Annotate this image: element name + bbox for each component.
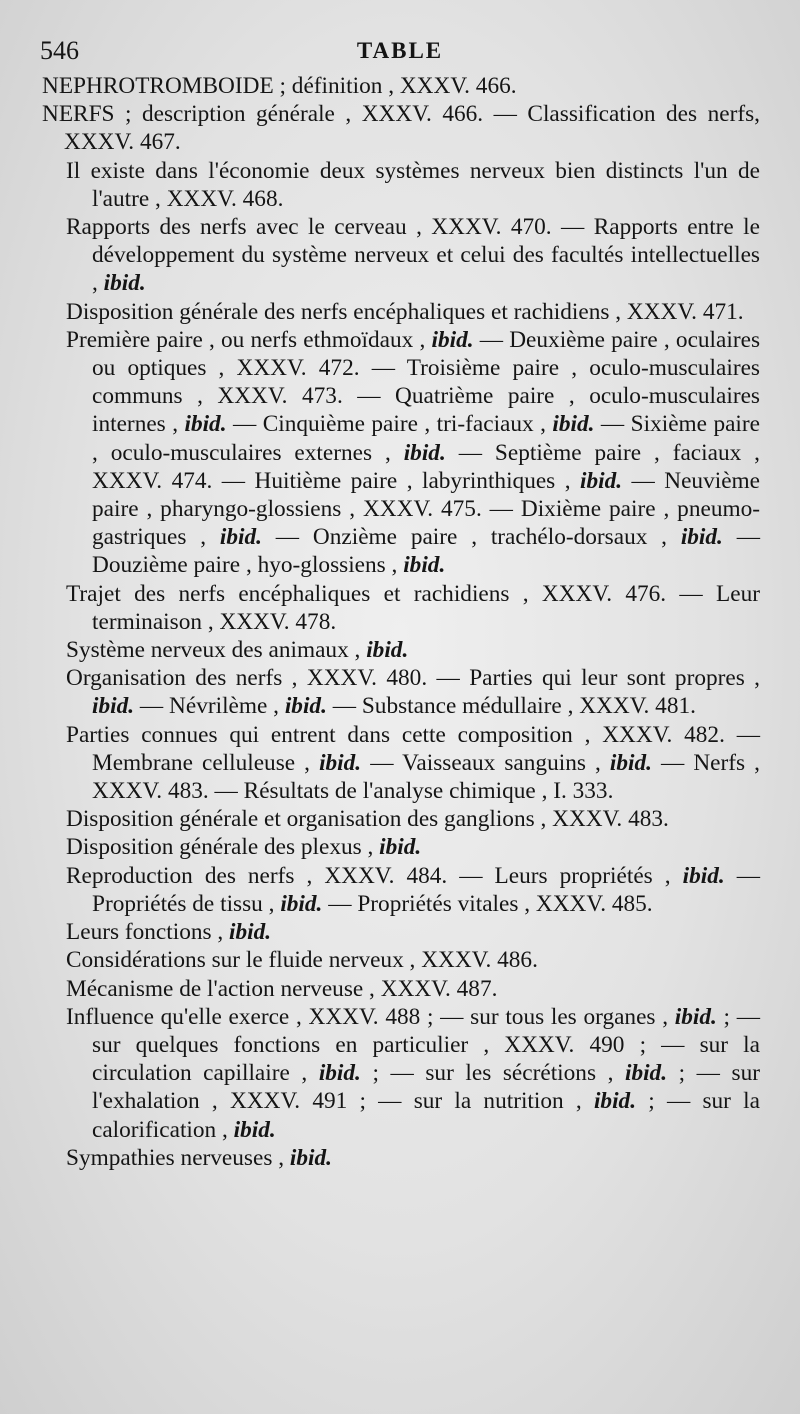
ibid-reference: ibid. [403,439,446,466]
ibid-reference: ibid. [379,834,422,861]
index-entry: Il existe dans l'économie deux systèmes nerveux bien distincts l'un de l'autre , XXXV. 468. [66,157,760,212]
ibid-reference: ibid. [593,1088,637,1115]
index-entry: Rapports des nerfs avec le cerveau , XXXV. 470. — Rapports entre le développement du système nerveux et celui des facultés intellectuelles , ibid. [66,214,760,297]
ibid-reference: ibid. [682,862,725,889]
ibid-reference: ibid. [318,1060,361,1087]
ibid-reference: ibid. [624,1060,668,1087]
ibid-reference: ibid. [219,524,262,551]
index-entry: Disposition générale des plexus , ibid. [66,834,422,861]
page-header [40,36,760,70]
ibid-reference: ibid. [92,693,135,720]
ibid-reference: ibid. [233,1116,276,1143]
running-title: TABLE [356,38,444,63]
index-entry: Parties connues qui entrent dans cette composition , XXXV. 482. — Membrane celluleuse , ibid. — Vaisseaux sanguins , ibid. — Nerfs , XXXV. 483. — Résultats de l'analyse chimique , I. 333. [66,721,760,805]
ibid-reference: ibid. [284,693,327,720]
ibid-reference: ibid. [680,524,723,551]
index-entry: Leurs fonctions , ibid. [66,919,272,946]
ibid-reference: ibid. [674,1003,717,1030]
index-entry: Trajet des nerfs encéphaliques et rachidiens , XXXV. 476. — Leur terminaison , XXXV. 478. [66,580,760,635]
ibid-reference: ibid. [609,749,652,776]
index-entry: Système nerveux des animaux , ibid. [66,637,409,664]
ibid-reference: ibid. [319,749,362,776]
index-entry: Disposition générale des nerfs encéphaliques et rachidiens , XXXV. 471. [66,298,744,325]
ibid-reference: ibid. [552,411,595,438]
index-entry: Organisation des nerfs , XXXV. 480. — Parties qui leur sont propres , ibid. — Névrilème , ibid. — Substance médullaire , XXXV. 481. [66,665,760,720]
ibid-reference: ibid. [280,890,323,917]
index-entry: Première paire , ou nerfs ethmoïdaux , ibid. — Deuxième paire , oculaires ou optiques , XXXV. 472. — Troisième paire , oculo-musculaires communs , XXXV. 473. — Quatrième paire , oculo-musculaires internes , ibid. — Cinquième paire , tri-faciaux , ibid. — Sixième paire , oculo-musculaires externes , ibid. — Septième paire , faciaux , XXXV. 474. — Huitième paire , labyrinthiques , ibid. — Neuvième paire , pharyngo-glossiens , XXXV. 475. — Dixième paire , pneumo-gastriques , ibid. — Onzième paire , trachélo-dorsaux , ibid. — Douzième paire , hyo-glossiens , ibid. [66,326,761,579]
index-entry: Influence qu'elle exerce , XXXV. 488 ; — sur tous les organes , ibid. ; — sur quelques fonctions en particulier , XXXV. 490 ; — sur la circulation capillaire , ibid. ; — sur les sécrétions , ibid. ; — sur l'exhalation , XXXV. 491 ; — sur la nutrition , ibid. ; — sur la calorification , ibid. [66,1003,760,1143]
index-entries [40,72,760,1172]
index-entry: Reproduction des nerfs , XXXV. 484. — Leurs propriétés , ibid. — Propriétés de tissu , ibid. — Propriétés vitales , XXXV. 485. [66,862,760,917]
ibid-reference: ibid. [366,637,409,664]
index-entry: Sympathies nerveuses , ibid. [66,1144,332,1171]
index-entry: NERFS ; description générale , XXXV. 466. — Classification des nerfs, XXXV. 467. [42,101,760,156]
ibid-reference: ibid. [229,919,272,946]
index-entry: Considérations sur le fluide nerveux , XXXV. 486. [66,947,538,974]
index-entry: Disposition générale et organisation des ganglions , XXXV. 483. [66,806,669,833]
ibid-reference: ibid. [579,467,623,494]
page-number: 546 [40,36,79,65]
ibid-reference: ibid. [184,411,227,438]
index-entry: NEPHROTROMBOIDE ; définition , XXXV. 466. [42,73,517,99]
ibid-reference: ibid. [103,270,146,297]
ibid-reference: ibid. [403,552,446,579]
index-entry: Mécanisme de l'action nerveuse , XXXV. 487. [66,975,498,1002]
ibid-reference: ibid. [431,326,474,353]
ibid-reference: ibid. [289,1144,332,1171]
